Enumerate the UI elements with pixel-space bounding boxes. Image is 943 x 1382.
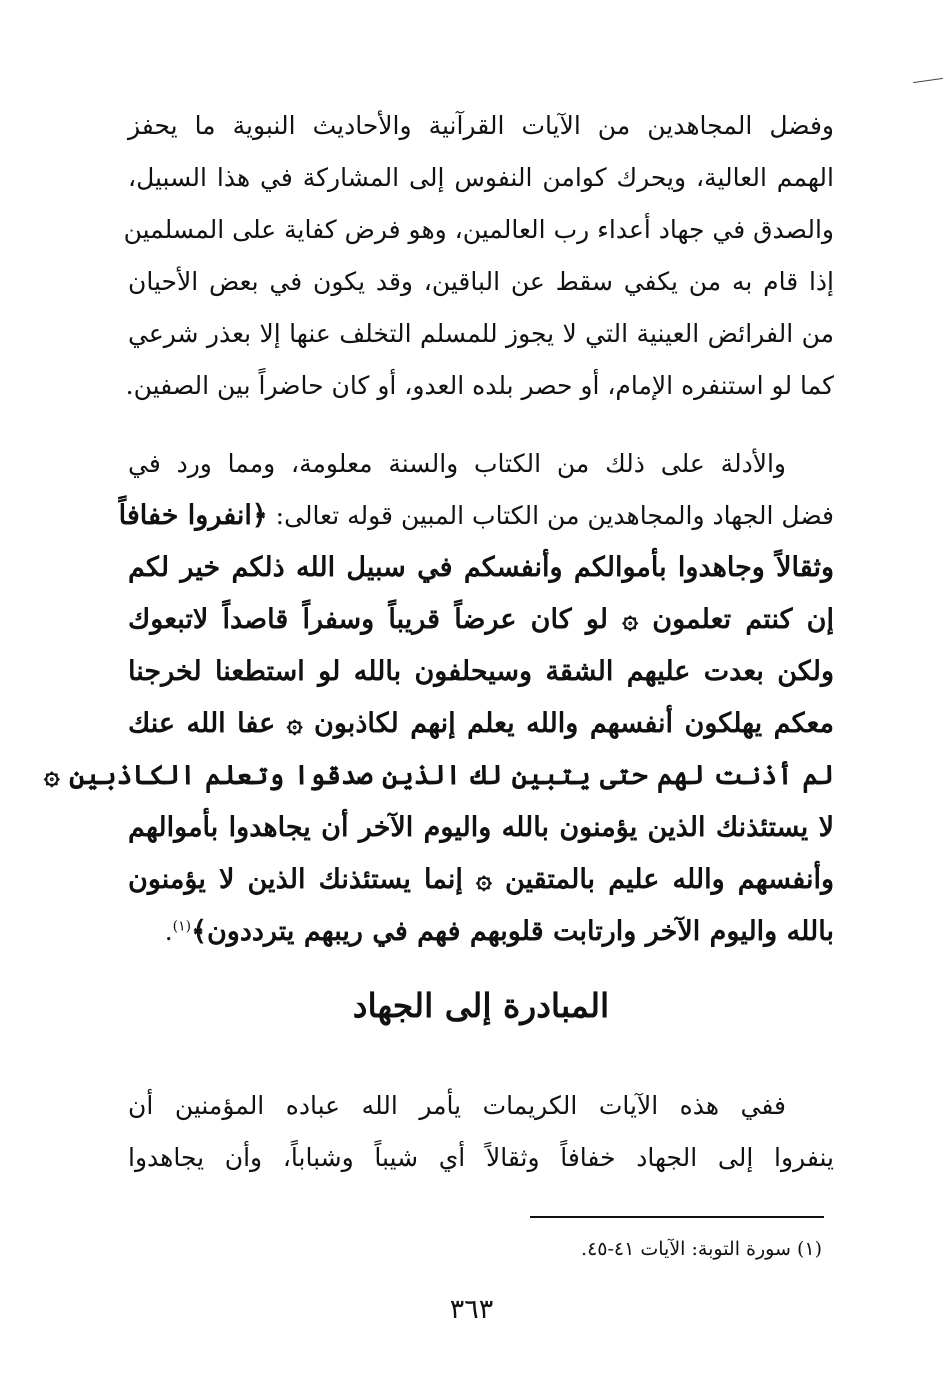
quran-verse-line: وثقالاً وجاهدوا بأموالكم وأنفسكم في سبيل الله ذلكم خير لكم [128, 552, 834, 583]
quran-verse-line: لا يستئذنك الذين يؤمنون بالله واليوم الآخر أن يجاهدوا بأموالهم [128, 812, 834, 843]
intro-text: فضل الجهاد والمجاهدين من الكتاب المبين قوله تعالى: [267, 501, 834, 530]
quran-verse-line: إن كنتم تعلمون ۞ لو كان عرضاً قريباً وسفراً قاصداً لاتبعوك [128, 604, 834, 635]
quran-verse-start: ﴿انفروا خفافاً [118, 500, 268, 531]
footnote-reference: (١) [172, 918, 192, 935]
text-line: إذا قام به من يكفي سقط عن الباقين، وقد يكون في بعض الأحيان [128, 267, 834, 296]
footnote-divider [530, 1216, 824, 1218]
paragraph-1 [123, 100, 834, 412]
quran-verse-end: بالله واليوم الآخر وارتابت قلوبهم فهم في ريبهم يترددون﴾ [191, 916, 834, 947]
text-line [128, 906, 834, 958]
text-line [118, 490, 834, 542]
footnote: (١) سورة التوبة: الآيات ٤١-٤٥. [581, 1238, 822, 1260]
text-line: وفضل المجاهدين من الآيات القرآنية والأحاديث النبوية ما يحفز [128, 111, 834, 140]
quran-verse-line: معكم يهلكون أنفسهم والله يعلم إنهم لكاذبون ۞ عفا الله عنك [128, 708, 834, 739]
text-line: ينفروا إلى الجهاد خفافاً وثقالاً أي شيباً وشباباً، وأن يجاهدوا [128, 1143, 834, 1172]
text-line: الهمم العالية، ويحرك كوامن النفوس إلى المشاركة في هذا السبيل، [128, 163, 834, 192]
paragraph-2 [43, 438, 835, 958]
text-line: والأدلة على ذلك من الكتاب والسنة معلومة، ومما ورد في [128, 449, 786, 478]
end-punctuation: . [164, 917, 173, 946]
paragraph-3 [128, 1080, 834, 1184]
quran-verse-line: ولكن بعدت عليهم الشقة وسيحلفون بالله لو استطعنا لخرجنا [128, 656, 834, 687]
quran-verse-line: لم أذنت لهم حتى يتبين لك الذين صدقوا وتعلم الكاذبين ۞ [43, 760, 834, 791]
section-heading: المبادرة إلى الجهاد [352, 986, 610, 1025]
page-number: ٣٦٣ [449, 1294, 494, 1325]
text-line: من الفرائض العينية التي لا يجوز للمسلم التخلف عنها إلا بعذر شرعي [128, 319, 834, 348]
page-edge-mark [913, 78, 943, 83]
text-line: ففي هذه الآيات الكريمات يأمر الله عباده المؤمنين أن [128, 1091, 786, 1120]
text-line: كما لو استنفره الإمام، أو حصر بلده العدو، أو كان حاضراً بين الصفين. [125, 371, 834, 400]
text-line: والصدق في جهاد أعداء رب العالمين، وهو فرض كفاية على المسلمين [123, 215, 834, 244]
quran-verse-line: وأنفسهم والله عليم بالمتقين ۞ إنما يستئذنك الذين لا يؤمنون [128, 864, 835, 895]
